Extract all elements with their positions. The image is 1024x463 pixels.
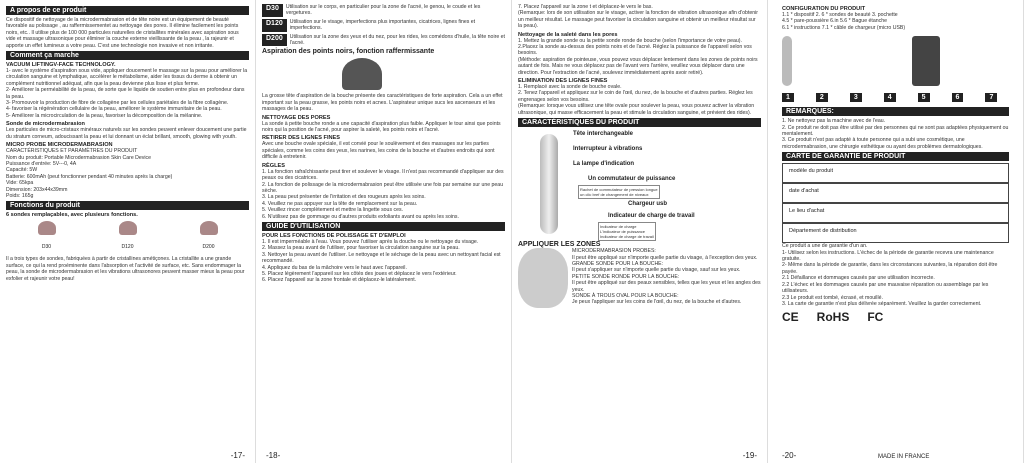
probe-image	[342, 58, 382, 90]
micro-text: Les particules de micro-cristaux minéraux naturels sur les sondes peuvent enlever doucement une partie du stratum corneum, adoucissant la peau et lui donnant un éclat brillant, smooth, glowing with youth.	[6, 127, 247, 140]
device-image	[540, 134, 558, 234]
probe-d120: D120	[119, 221, 137, 253]
label-lamp: La lampe d'indication	[573, 161, 635, 168]
guide-head: POUR LES FONCTIONS DE POLISSAGE ET D'EMPLOI	[262, 232, 406, 239]
apply-section	[518, 248, 761, 308]
guide-title: GUIDE D'UTILISATION	[262, 222, 505, 231]
config-title: CONFIGURATION DU PRODUIT	[782, 6, 866, 12]
label-vibration: Interrupteur à vibrations	[573, 146, 643, 153]
lines-text: Avec une bouche ovale spéciale, il est convié pour le soulèvement et des massages sur les parties spéciales, comme les coins des yeux, les narines, les coins de la bouche et d'autres endroits qui sont difficile à entretenir.	[262, 141, 495, 161]
probe-images	[6, 221, 249, 253]
rem-text: 1. Ne nettoyez pas la machine avec de l'eau. 2. Ce produit ne doit pas être utilisé par des personnes qui ne sont pas adaptées physiquement ou mentalement. 3. Ce produit n'est pas adapté à toute personne qui a subi une cosmétique, une microdermabrasion, une chirurgie esthétique ou ayant des problèmes dermatologiques.	[782, 118, 1009, 150]
char-title: CARACTÉRISTIQUES DU PRODUIT	[518, 118, 761, 127]
war-title: CARTE DE GARANTIE DE PRODUIT	[782, 152, 1009, 161]
func-title: Fonctions du produit	[6, 201, 249, 210]
page-number: -17-	[230, 451, 245, 460]
about-text: Ce dispositif de nettoyage de la microdermabrasion et de tête noire est un équipement de beauté favorable au polissage , au raffermissementet au nettoyage des pores. Il élimine facilement les points noirs, etc.. Il utilise plus de 100 000 particules naturelles de cristallites minérales avec aspiration sous vide et massage ultrasonique pour éliminer la couche externe vieillissante de la peau , la rajeunir et apporte un effet lumineux a votre peau. C'est une technologie non invasive et non irritante.	[6, 17, 239, 49]
small-note-2: Indicateur de charge L'indicateur de puissance Indicateur de charge de travail	[600, 224, 654, 240]
text1: 7. Placez l'appareil sur la zone t et déplacez-le vers le bas. (Remarque: lors de son utilisation sur le visage, activer la fonction de vibration ultrasonique afin d'obtenir un meilleur résultat. Le massage peut favoriser la circulation sanguine et obtenir un meilleur résultat sur la peau).	[518, 4, 759, 30]
war-row: Le lieu d'achat	[782, 203, 1009, 223]
config-text: 1.1 * dispositif 2. 6 * sondes de beauté 3. pochette 4.5 * pare-poussière 6.in 5.6 * Bague étanche 6.1 * instructions 7.1 * câble de chargeur (micro USB)	[782, 12, 906, 31]
clean-text: La sonde à petite bouche ronde a une capacité d'aspiration plus faible. Appliquer le tour ainsi que points noirs qui la position de l'acné, pour aspirer la saleté, les points noirs et l'acné.	[262, 120, 501, 134]
rules-title: RÈGLES	[262, 162, 286, 169]
face-image	[518, 248, 568, 308]
accessory-numbers: 1 2 3 4 5 6 7	[782, 91, 997, 104]
label-indicator: Indicateur de charge de travail	[608, 213, 695, 220]
vac-text: 1- avec le système d'aspiration sous vide, appliquer doucement le massage sur la peau pour améliorer la circulation sanguine et lymphatique, accélérer le métabolisme, aider les tissus du derme à obtenir un complément nutritionnel adéquat, afin que la peau devienne plus lisse et plus ferme. 2- Améliorer la perméabilité de la peau, de sorte que le liquide de soutien entre plus en profondeur dans la peau. 3- Promouvoir la production de fibre de collagène par les cellules pariétales de la fibre collagène. 4- favoriser la régénération cellulaire de la peau, améliorer le système immunitaire de la peau. 5- Améliorer la microcirculation de la peau, favoriser la décomposition de la mélanine.	[6, 68, 248, 119]
pro-title: MICRO PROBE MICRODERMABRASION	[6, 142, 113, 149]
probe-line-3: D200 Utilisation sur la zone des yeux et du nez, pour les rides, les comédons d'huile, la tête noire et l'acné.	[262, 34, 505, 47]
func-text: Il a trois types de sondes, fabriquées à partir de cristallines amétiçones. La cristallite a une grande surface, ce qui la rend proéminente dans l'absorption et l'activité de surface, etc. Sans endommager la peau, la sonde de microdermabrasion et les vibrations ultrasonores peuvent masser mieux la peau pour exfolier et rajeunir votre peau!	[6, 256, 245, 282]
guide-text: 1. Il est imperméable à l'eau. Vous pouvez l'utiliser après la douche ou le nettoyage du visage. 2. Massez la peau avant de l'utiliser, pour favoriser la circulation sanguine sur la peau. 3. Nettoyer la peau avant de l'utiliser. Le nettoyage et le séchage de la peau avec un nettoyant facial est recommandé. 4. Appliquez du bas de la mâchoire vers le haut avec l'appareil. 5. Placez légèrement l'appareil sur les côtés des joues et déplacez le vers l'extérieur. 6. Placez l'appareil sur la zone frontale et déplacez-le latéralement.	[262, 238, 501, 284]
label-head: Tête interchangeable	[573, 131, 634, 138]
war-text: Ce produit a une de garantie d'un an. 1- Utilisez selon les instructions. L'échec de la période de garantie recevra une maintenance gratuite. 2- Même dans la période de garantie, dans les circonstances suivantes, la réparation doit être payée. 2.1 Défaillance et dommages causés par une utilisation incorrecte. 2.2 L'échec et les dommages causés par une mauvaise réparation ou assemblage par les utilisateurs. 2.3 Le produit est tombé, écrasé, et mouillé. 3. La carte de garantie n'est plus délivrée séparément. Veuillez la garder correctement.	[782, 243, 998, 307]
page-18	[256, 0, 512, 463]
nett-text: 1. Mettez la grande sonde ou la petite sonde ronde de bouche (selon l'importance de votre peau). 2.Placez la sonde au-dessus des points noirs et de l'acné. Réglez la puissance de l'appareil selon vos besoins. (Méthode: aspiration de pointeuse, vous pouvez vous déplacer lentement dans les zones de points noirs autant de fois. Mais ne vous déplacez pas de l'avant vers l'arrière, veuillez vous déplacer dans une direction. Pour l'extraction de l'acné, soulevez immédiatement après avoir retiré).	[518, 37, 758, 76]
apply-title: APPLIQUER LES ZONES	[518, 241, 601, 249]
accessories-image	[782, 31, 1009, 101]
page-number: -18-	[266, 451, 281, 460]
cert-logos	[782, 310, 1009, 324]
probe-icon	[38, 221, 56, 235]
rohs-logo: RoHS	[816, 310, 850, 325]
specs: CARACTÉRISTIQUES ET PARAMÈTRES DU PRODUIT Nom du produit: Portable Microdermabrasion Skin Care Device Puissance d'entrée: 5V---0, 4A Capacité: 5W Batterie: 600mAh (peut fonctionner pendant 40 minutes après la charge) Vide: 65kpa Dimension: 203x44x39mm Poids: 165g	[6, 148, 173, 199]
war-row: modèle du produit	[782, 163, 1009, 183]
rules-text: 1. La fonction rafraîchissante peut tirer et soulever le visage. Il n'est pas recommandé d'appliquer sur des peaux ou des cicatrices. 2. La fonction de polissage de la microdermabrasion peut être utilisée une fois par semaine sur une peau sèche. 3. La peau peut présenter de l'irritation et des rougeurs après les soins. 4. Veuillez ne pas appuyer sur la tête de remplacement sur la peau. 5. Veuillez rincer complètement et mettre la lingette sous ces. 6. N'utilisez pas de gommage ou d'autres produits exfoliants avant ou après les soins.	[262, 168, 504, 220]
rem-title: REMARQUES:	[782, 107, 1009, 116]
probe-icon	[200, 221, 218, 235]
page-19	[512, 0, 768, 463]
vac-title: VACUUM LIFTINGV-FACE TECHNOLOGY.	[6, 62, 116, 69]
label-power: Un commutateur de puissance	[588, 176, 676, 183]
war-row: date d'achat	[782, 183, 1009, 203]
probe-d30: D30	[38, 221, 56, 253]
small-note-1: Rachet de commutateur de pression longue un clic bref de changement de niveaux	[580, 187, 658, 198]
probe-d200: D200	[200, 221, 218, 253]
page-17	[0, 0, 256, 463]
how-title: Comment ça marche	[6, 51, 249, 60]
war-row: Département de distribution	[782, 223, 1009, 243]
asp-title: Aspiration des points noirs, fonction raffermissante	[262, 48, 435, 56]
lines-title: RETIRER DES LIGNES FINES	[262, 135, 341, 142]
probe-line-2: D120 Utilisation sur le visage, imperfections plus importantes, cicatrices, lignes fines et imperfections.	[262, 19, 505, 32]
fc-logo: FC	[867, 310, 884, 325]
about-title: A propos de ce produit	[6, 6, 249, 15]
asp-text: La grosse tête d'aspiration de la bouche présente des caractéristiques de forte aspiration. Cela a un effet important sur la peau grasse, les points noirs et acnes. L'aspirateur unique sucs les ascenseurs et les massages de la peau.	[262, 93, 503, 113]
elim-text: 1. Remplacé avec la sonde de bouche ovale. 2. Tenez l'appareil et appliquez sur le coin de l'œil, du nez, de la bouche et d'autres parties. Réglez les engrenages selon vos besoins. (Remarque: lorsque vous utilisez une tête ovale pour soulever la peau, vous pouvez activer la vibration ultrasonique, qui masse efficacement la peau et stimule la circulation sanguine, et prévient des rides).	[518, 84, 755, 116]
page-number: -20-	[782, 451, 797, 460]
device-image	[782, 36, 792, 86]
probe-icon	[119, 221, 137, 235]
warranty-table	[782, 163, 1009, 243]
device-diagram	[518, 129, 761, 239]
func-head: 6 sondes remplaçables, avec plusieurs fonctions.	[6, 212, 138, 219]
ce-logo: CE	[782, 310, 799, 325]
made-in: MADE IN FRANCE	[878, 454, 930, 460]
elim-head: ELIMINATION DES LIGNES FINES	[518, 78, 608, 85]
page-20	[768, 0, 1024, 463]
label-usb: Chargeur usb	[628, 201, 668, 208]
clean-title: NETTOYAGE DES PORES	[262, 114, 331, 121]
probe-line-1: D30 Utilisation sur le corps, en particulier pour la zone de l'acné, le genou, le coude et les vergetures.	[262, 4, 505, 17]
page-number: -19-	[742, 451, 757, 460]
pouch-image	[912, 36, 940, 86]
nett-head: Nettoyage de la saleté dans les pores	[518, 31, 618, 38]
micro-head: Sonde de microdermabrasion	[6, 121, 85, 128]
apply-text: MICRODERMABRASION PROBES: Il peut être appliqué sur n'importe quelle partie du visage, à l'exception des yeux. GRANDE SONDE POUR LA BOUCHE: Il peut s'appliquer sur n'importe quelle partie du visage, sauf sur les yeux. PETITE SONDE RONDE POUR LA BOUCHE: Il peut être appliqué sur des peaux sensibles, telles que les yeux et les angles des yeux. SONDE À TROUS OVAL POUR LA BOUCHE: Je peux l'appliquer sur les coins de l'œil, du nez, de la bouche et d'autres.	[572, 248, 761, 306]
